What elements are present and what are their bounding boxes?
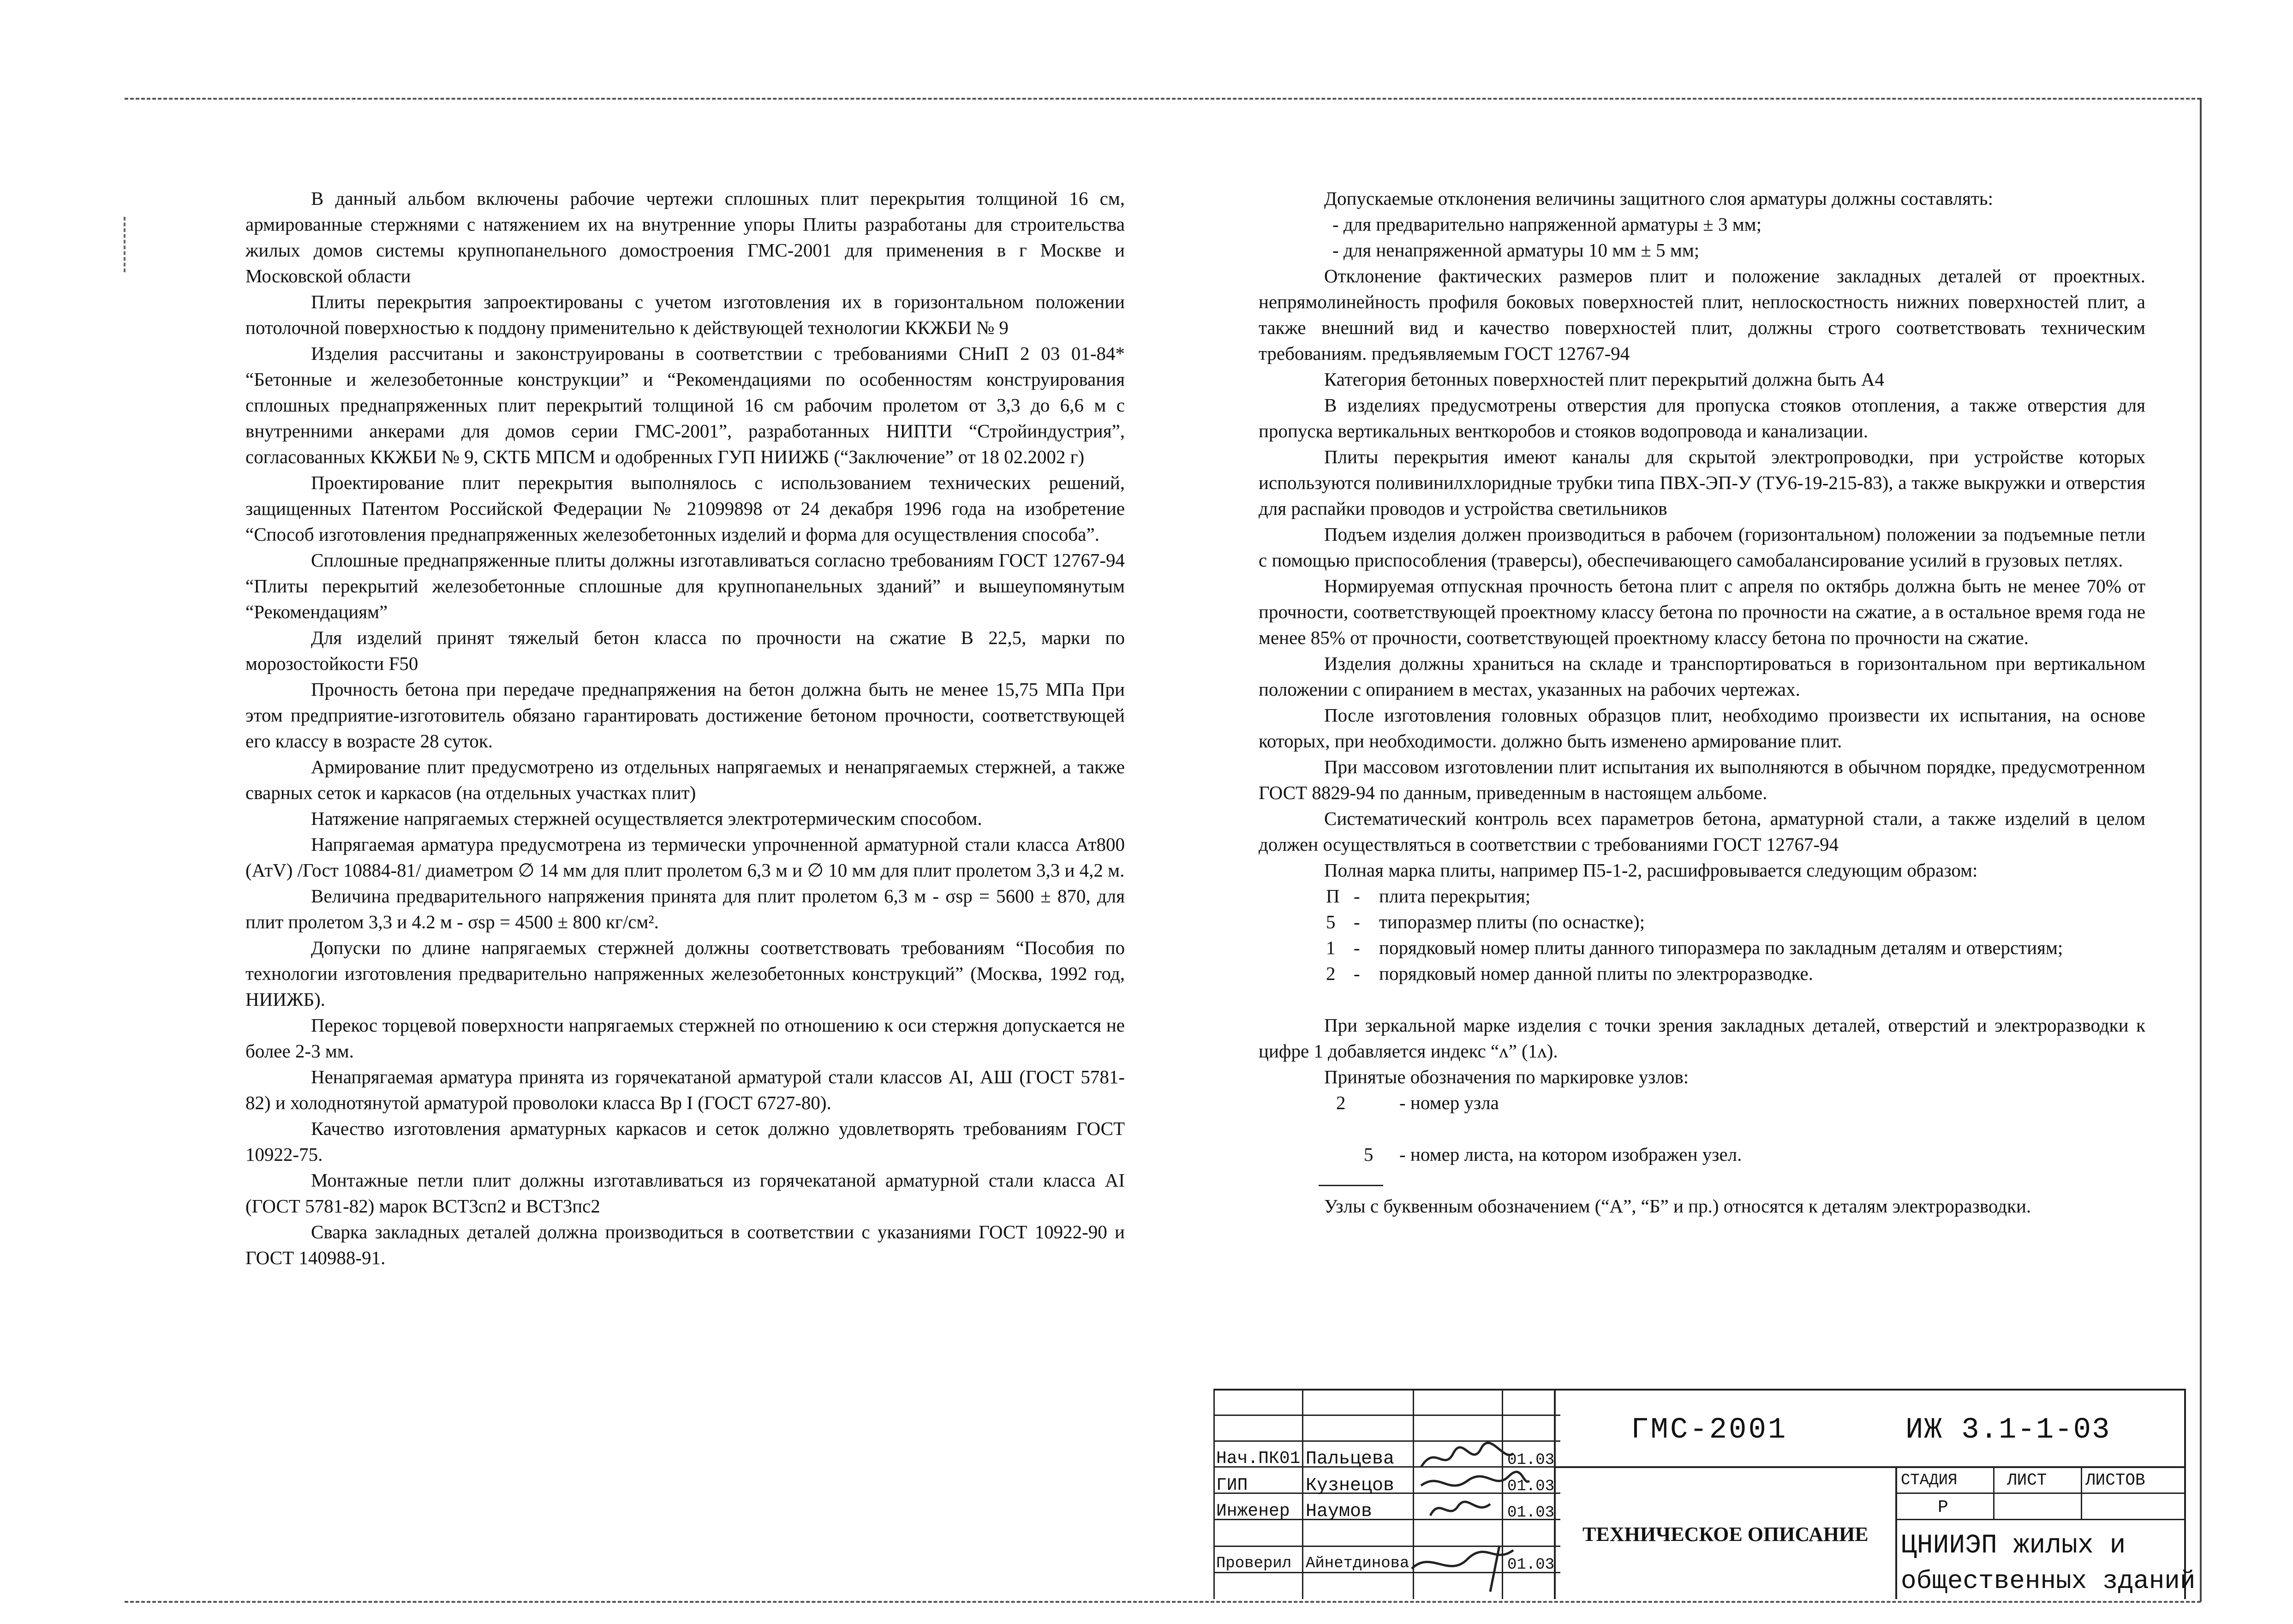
frame-right-border [2200,98,2202,1602]
paragraph: Допускаемые отклонения величины защитного слоя арматуры должны составлять: [1324,188,1994,209]
role-label: ГИП [1216,1475,1248,1495]
marking-item: 5 - типоразмер плиты (по оснастке); [1259,909,2145,935]
date-value: 01.03 [1507,1556,1555,1574]
paragraph: Натяжение напрягаемых стержней осуществляется электротермическим способом. [311,808,982,829]
paragraph: Сварка закладных деталей должна производиться в соответствии с указаниями ГОСТ 10922-90 и ГОСТ 140988-91. [245,1221,1125,1268]
frame-top-border [125,98,2201,100]
marking-text: порядковый номер данной плиты по электроразводке. [1379,963,1813,984]
marking-text: плита перекрытия; [1379,885,1531,907]
stage-value: Р [1938,1498,1948,1517]
stage-header: СТАДИЯ [1901,1472,1958,1489]
paragraph: Плиты перекрытия имеют каналы для скрытой электропроводки, при устройстве которых используются поливинилхлоридные трубки типа ПВХ-ЭП-У (ТУ6-19-215-83), а также выкружки и отверстия для распайки проводов и устройства светильников [1259,446,2145,519]
paragraph: Армирование плит предусмотрено из отдельных напрягаемых и ненапрягаемых стержней, а также сварных сеток и каркасов (на отдельных участках плит) [245,756,1125,803]
frame-bottom-border [125,1601,2201,1603]
date-value: 01.03 [1507,1504,1555,1522]
left-text-column [245,185,1125,1271]
sheet-number-desc: - номер листа, на котором изображен узел. [1399,1144,1742,1165]
person-name: Наумов [1306,1501,1373,1522]
right-text-column [1259,185,2145,1219]
node-legend-top [1259,1090,2145,1116]
role-label: Инженер [1216,1501,1290,1521]
sheet-header: ЛИСТ [2007,1471,2047,1490]
person-name: Пальцева [1306,1449,1395,1469]
list-item: - для ненапряженной арматуры 10 мм ± 5 мм; [1332,239,1700,261]
document-title: ТЕХНИЧЕСКОЕ ОПИСАНИЕ [1582,1523,1869,1546]
sheets-header: ЛИСТОВ [2085,1471,2145,1490]
person-name: Кузнецов [1306,1475,1395,1496]
paragraph: Узлы с буквенным обозначением (“А”, “Б” и пр.) относятся к деталям электроразводки. [1324,1195,2031,1217]
paragraph: В данный альбом включены рабочие чертежи сплошных плит перекрытия толщиной 16 см, армированные стержнями с натяжением их на внутренние упоры Плиты разработаны для строительства жилых домов системы крупнопанельного домостроения ГМС-2001 для применения в г Москве и Московской области [245,188,1125,287]
paragraph: Нормируемая отпускная прочность бетона плит с апреля по октябрь должна быть не менее 70% от прочности, соответствующей проектному классу бетона по прочности на сжатие, а в остальное время года не менее 85% от прочности, соответствующей проектному классу бетона по прочности на сжатие. [1259,575,2145,648]
paragraph: Плиты перекрытия запроектированы с учетом изготовления их в горизонтальном положении потолочной поверхностью к поддону применительно к действующей технологии ККЖБИ № 9 [245,291,1125,338]
frame-left-mark [124,217,125,272]
paragraph: В изделиях предусмотрены отверстия для пропуска стояков отопления, а также отверстия для пропуска вертикальных венткоробов и стояков водопровода и канализации. [1259,394,2145,442]
title-block [1213,1389,2196,1601]
paragraph: Изделия должны храниться на складе и транспортироваться в горизонтальном при вертикальном положении с опиранием в местах, указанных на рабочих чертежах. [1259,653,2145,700]
node-legend-divider [1319,1185,1383,1186]
paragraph: При зеркальной марке изделия с точки зрения закладных деталей, отверстий и электроразводки к цифре 1 добавляется индекс “ᴧ” (1ᴧ). [1259,1015,2145,1062]
series-label: ГМС-2001 [1631,1414,1788,1447]
paragraph: Перекос торцевой поверхности напрягаемых стержней по отношению к оси стержня допускается не более 2-3 мм. [245,1015,1125,1062]
paragraph: Принятые обозначения по маркировке узлов: [1324,1066,1689,1087]
marking-code: 5 [1326,911,1336,932]
paragraph: Прочность бетона при передаче преднапряжения на бетон должна быть не менее 15,75 МПа При этом предприятие-изготовитель обязано гарантировать достижение бетоном прочности, соответствующей его классу в возрасте 28 суток. [245,679,1125,752]
node-number: 2 [1336,1092,1346,1113]
marking-code: П [1326,885,1340,907]
marking-item: 2 - порядковый номер данной плиты по электроразводке. [1259,961,2145,986]
paragraph: Ненапрягаемая арматура принята из горячекатаной арматурой стали классов АI, АШ (ГОСТ 5781-82) и холоднотянутой арматурой проволоки класса Вр I (ГОСТ 6727-80). [245,1066,1125,1113]
paragraph: Отклонение фактических размеров плит и положение закладных деталей от проектных. непрямолинейность профиля боковых поверхностей плит, неплоскостность нижних поверхностей плит, а также внешний вид и качество поверхностей плит, должны строго соответствовать техническим требованиям. предъявляемым ГОСТ 12767-94 [1259,265,2145,364]
paragraph: Полная марка плиты, например П5-1-2, расшифровывается следующим образом: [1324,860,1978,881]
role-label: Проверил [1216,1555,1292,1572]
document-code: ИЖ 3.1-1-03 [1905,1414,2111,1447]
role-label: Нач.ПК01 [1216,1449,1301,1469]
paragraph: Систематический контроль всех параметров бетона, арматурной стали, а также изделий в целом должен осуществляться в соответствии с требованиями ГОСТ 12767-94 [1259,808,2145,855]
paragraph: Категория бетонных поверхностей плит перекрытий должна быть А4 [1324,369,1884,390]
paragraph: Сплошные преднапряженные плиты должны изготавливаться согласно требованиям ГОСТ 12767-94 “Плиты перекрытий железобетонные сплошные для крупнопанельных зданий” и вышеупомянутым “Рекомендациям” [245,549,1125,622]
date-value: 01.03 [1507,1451,1555,1469]
marking-item: 1 - порядковый номер плиты данного типоразмера по закладным деталям и отверстиям; [1259,935,2145,961]
signature-4 [1407,1536,1536,1596]
paragraph: Величина предварительного напряжения принята для плит пролетом 6,3 м - σsp = 5600 ± 870, для плит пролетом 3,3 и 4.2 м - σsp = 4500 ± 800 кг/см². [245,885,1125,932]
marking-code: 1 [1326,937,1336,958]
marking-code: 2 [1326,963,1336,984]
paragraph: Для изделий принят тяжелый бетон класса по прочности на сжатие В 22,5, марки по морозостойкости F50 [245,627,1125,674]
paragraph: Качество изготовления арматурных каркасов и сеток должно удовлетворять требованиям ГОСТ 10922-75. [245,1118,1125,1165]
paragraph: Монтажные петли плит должны изготавливаться из горячекатаной арматурной стали класса АI (ГОСТ 5781-82) марок ВСТ3сп2 и ВСТ3пс2 [245,1170,1125,1217]
paragraph: После изготовления головных образцов плит, необходимо произвести их испытания, на основе которых, при необходимости. должно быть изменено армирование плит. [1259,705,2145,752]
marking-text: порядковый номер плиты данного типоразмера по закладным деталям и отверстиям; [1379,937,2063,958]
marking-item: П - плита перекрытия; [1259,883,2145,909]
list-item: - для предварительно напряженной арматуры ± 3 мм; [1332,214,1762,235]
person-name: Айнетдинова [1306,1555,1409,1572]
paragraph: При массовом изготовлении плит испытания их выполняются в обычном порядке, предусмотренном ГОСТ 8829-94 по данным, приведенным в настоящем альбоме. [1259,756,2145,803]
organization-line-2: общественных зданий [1901,1566,2196,1596]
paragraph: Проектирование плит перекрытия выполнялось с использованием технических решений, защищенных Патентом Российской Федерации № 21099898 от 24 декабря 1996 года на изобретение “Способ изготовления преднапряженных железобетонных изделий и форма для осуществления способа”. [245,472,1125,545]
paragraph: Допуски по длине напрягаемых стержней должны соответствовать требованиям “Пособия по технологии изготовления предварительно напряженных железобетонных конструкций” (Москва, 1992 год, НИИЖБ). [245,937,1125,1010]
paragraph: Подъем изделия должен производиться в рабочем (горизонтальном) положении за подъемные петли с помощью приспособления (траверсы), обеспечивающего самобалансирование усилий в грузовых петлях. [1259,524,2145,571]
marking-text: типоразмер плиты (по оснастке); [1379,911,1645,932]
signature-3 [1426,1493,1495,1525]
paragraph: Напрягаемая арматура предусмотрена из термически упрочненной арматурной стали класса Ат800 (АтV) /Гост 10884-81/ диаметром ∅ 14 мм для плит пролетом 6,3 м и ∅ 10 мм для плит пролетом 3,3 и 4,2 м. [245,834,1125,881]
paragraph: Изделия рассчитаны и законструированы в соответствии с требованиями СНиП 2 03 01-84* “Бетонные и железобетонные конструкции” и “Рекомендациями по особенностям конструирования сплошных преднапряженных плит перекрытий толщиной 16 см рабочим пролетом от 3,3 до 6,6 м с внутренними анкерами для домов серии ГМС-2001”, разработанных НИПТИ “Стройиндустрия”, согласованных ККЖБИ № 9, СКТБ МПСМ и одобренных ГУП НИИЖБ (“Заключение” от 18 02.2002 г) [245,343,1125,467]
sheet-number: 5 [1364,1144,1373,1165]
organization-line-1: ЦНИИЭП жилых и [1901,1531,2126,1561]
node-number-desc: - номер узла [1399,1092,1499,1113]
node-legend-bottom [1259,1141,2145,1167]
date-value: 01.03 [1507,1478,1555,1495]
